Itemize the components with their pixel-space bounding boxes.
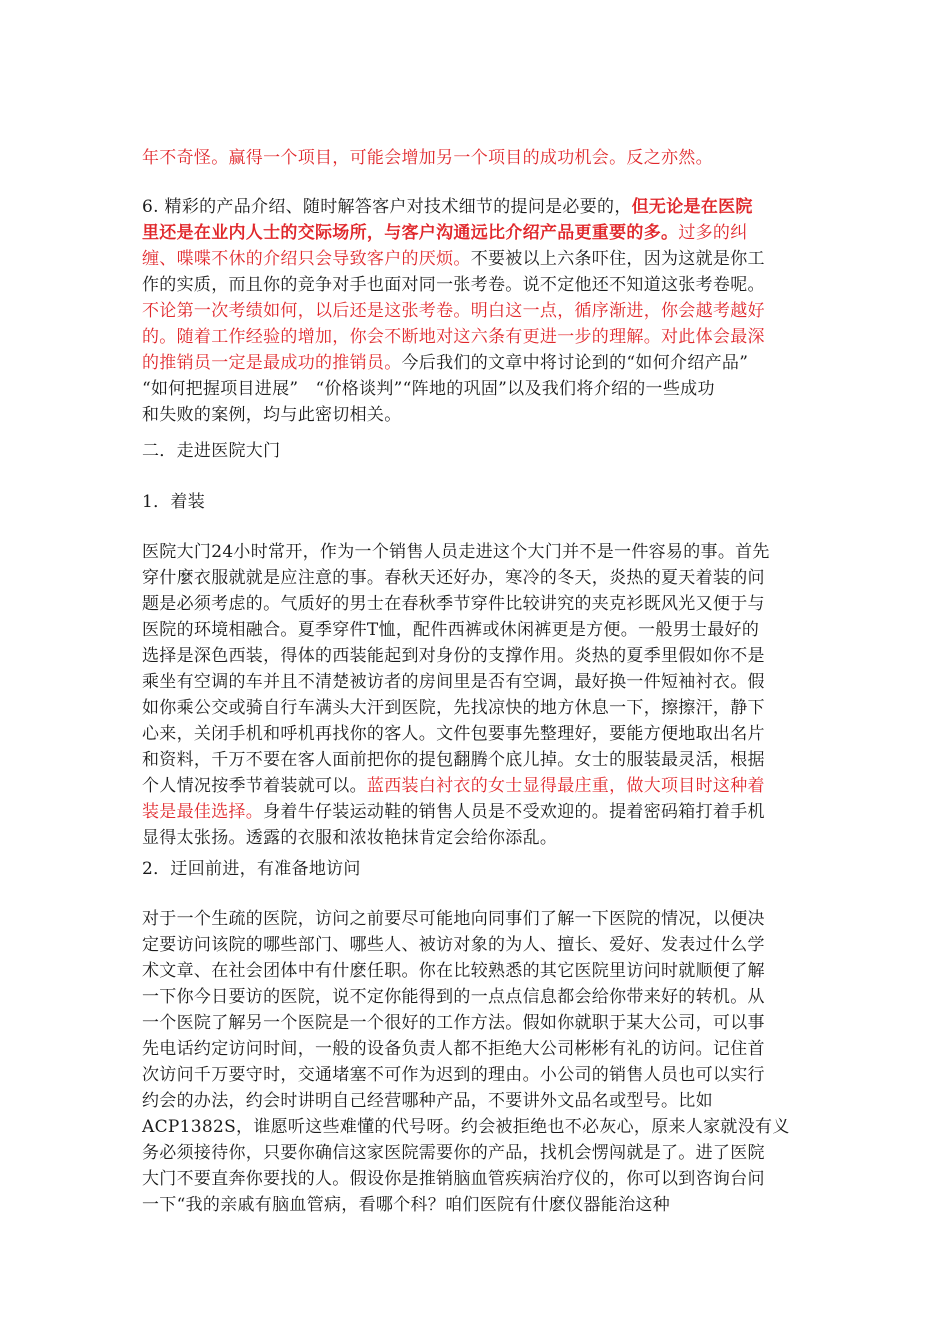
highlight-span: 过多的纠 bbox=[678, 223, 748, 243]
heading-text: 2．迂回前进，有准备地访问 bbox=[142, 859, 361, 879]
text-line: 题是必须考虑的。气质好的男士在春秋季节穿件比较讲究的夹克衫既风光又便于与 bbox=[142, 594, 765, 614]
text-line: 对于一个生疏的医院，访问之前要尽可能地向同事们了解一下医院的情况，以便决 bbox=[142, 909, 765, 929]
paragraph-2 bbox=[142, 194, 842, 428]
text-line: 显得太张扬。透露的衣服和浓妆艳抹肯定会给你添乱。 bbox=[142, 828, 558, 848]
highlight-span: 装是最佳选择。 bbox=[142, 802, 264, 822]
highlight-span: 的推销员一定是最成功的推销员。 bbox=[142, 353, 402, 373]
paragraph-1 bbox=[142, 145, 842, 171]
text-line: 定要访问该院的哪些部门、哪些人、被访对象的为人、擅长、爱好、发表过什么学 bbox=[142, 935, 765, 955]
text-line bbox=[142, 246, 842, 272]
text-span: 个人情况按季节着装就可以。 bbox=[142, 776, 367, 796]
text-span: 今后我们的文章中将讨论到的“如何介绍产品” bbox=[401, 353, 749, 373]
paragraph-3 bbox=[142, 539, 842, 851]
text-line bbox=[142, 799, 842, 825]
text-line bbox=[142, 194, 842, 220]
text-line: 约会的办法，约会时讲明自己经营哪种产品，不要讲外文品名或型号。比如 bbox=[142, 1091, 713, 1111]
text-span: 不要被以上六条吓住，因为这就是你工 bbox=[470, 249, 765, 269]
text-span: 身着牛仔装运动鞋的销售人员是不受欢迎的。提着密码箱打着手机 bbox=[263, 802, 765, 822]
text-line: 选择是深色西装，得体的西装能起到对身份的支撑作用。炎热的夏季里假如你不是 bbox=[142, 646, 765, 666]
text-line: 术文章、在社会团体中有什麽任职。你在比较熟悉的其它医院里访问时就顺便了解 bbox=[142, 961, 765, 981]
text-line bbox=[142, 773, 842, 799]
text-line: 作的实质，而且你的竞争对手也面对同一张考卷。说不定他还不知道这张考卷呢。 bbox=[142, 275, 765, 295]
text-line: 穿什麼衣服就就是应注意的事。春秋天还好办，寒冷的冬天，炎热的夏天着装的问 bbox=[142, 568, 765, 588]
text-line: 心来，关闭手机和呼机再找你的客人。文件包要事先整理好，要能方便地取出名片 bbox=[142, 724, 765, 744]
text-line bbox=[142, 220, 842, 246]
subsection-heading bbox=[142, 856, 842, 882]
text-line: 如你乘公交或骑自行车满头大汗到医院，先找凉快的地方休息一下，擦擦汗，静下 bbox=[142, 698, 765, 718]
text-line: 的。随着工作经验的增加，你会不断地对这六条有更进一步的理解。对此体会最深 bbox=[142, 327, 765, 347]
text-line: 务必须接待你，只要你确信这家医院需要你的产品，找机会愣闯就是了。进了医院 bbox=[142, 1143, 765, 1163]
highlight-span: 蓝西装白衬衣的女士显得最庄重，做大项目时这种着 bbox=[366, 776, 765, 796]
highlight-span: 缠、喋喋不休的介绍只会导致客户的厌烦。 bbox=[142, 249, 471, 269]
text-line: 一下你今日要访的医院，说不定你能得到的一点点信息都会给你带来好的转机。从 bbox=[142, 987, 765, 1007]
emphasis-span: 里还是在业内人士的交际场所，与客户沟通远比介绍产品更重要的多。 bbox=[142, 223, 679, 243]
text-span: 6. 精彩的产品介绍、随时解答客户对技术细节的提问是必要的， bbox=[142, 197, 632, 217]
section-heading bbox=[142, 438, 842, 464]
text-line: 次访问千万要守时，交通堵塞不可作为迟到的理由。小公司的销售人员也可以实行 bbox=[142, 1065, 765, 1085]
paragraph-4 bbox=[142, 906, 842, 1218]
text-line: 一下“我的亲戚有脑血管病，看哪个科？咱们医院有什麽仪器能治这种 bbox=[142, 1195, 670, 1215]
text-line: 医院大门24小时常开，作为一个销售人员走进这个大门并不是一件容易的事。首先 bbox=[142, 542, 770, 562]
text-line: 先电话约定访问时间，一般的设备负责人都不拒绝大公司彬彬有礼的访问。记住首 bbox=[142, 1039, 765, 1059]
text-line: 年不奇怪。赢得一个项目，可能会增加另一个项目的成功机会。反之亦然。 bbox=[142, 148, 713, 168]
text-line: 乘坐有空调的车并且不清楚被访者的房间里是否有空调，最好换一件短袖衬衣。假 bbox=[142, 672, 765, 692]
emphasis-span: 但无论是在医院 bbox=[631, 197, 753, 217]
text-line: ACP1382S，谁愿听这些难懂的代号呀。约会被拒绝也不必灰心，原来人家就没有义 bbox=[142, 1117, 790, 1137]
text-line: 不论第一次考绩如何，以后还是这张考卷。明白这一点，循序渐进，你会越考越好 bbox=[142, 301, 765, 321]
text-line: 大门不要直奔你要找的人。假设你是推销脑血管疾病治疗仪的，你可以到咨询台问 bbox=[142, 1169, 765, 1189]
text-line bbox=[142, 350, 842, 376]
text-line: 一个医院了解另一个医院是一个很好的工作方法。假如你就职于某大公司，可以事 bbox=[142, 1013, 765, 1033]
text-line: 和资料，千万不要在客人面前把你的提包翻腾个底儿掉。女士的服装最灵活，根据 bbox=[142, 750, 765, 770]
text-line: 医院的环境相融合。夏季穿件T恤，配件西裤或休闲裤更是方便。一般男士最好的 bbox=[142, 620, 760, 640]
heading-text: 1．着装 bbox=[142, 492, 206, 512]
text-line: 和失败的案例，均与此密切相关。 bbox=[142, 405, 402, 425]
subsection-heading bbox=[142, 489, 842, 515]
text-line: “如何把握项目进展” “价格谈判”“阵地的巩固”以及我们将介绍的一些成功 bbox=[142, 379, 715, 399]
heading-text: 二．走进医院大门 bbox=[142, 441, 281, 461]
